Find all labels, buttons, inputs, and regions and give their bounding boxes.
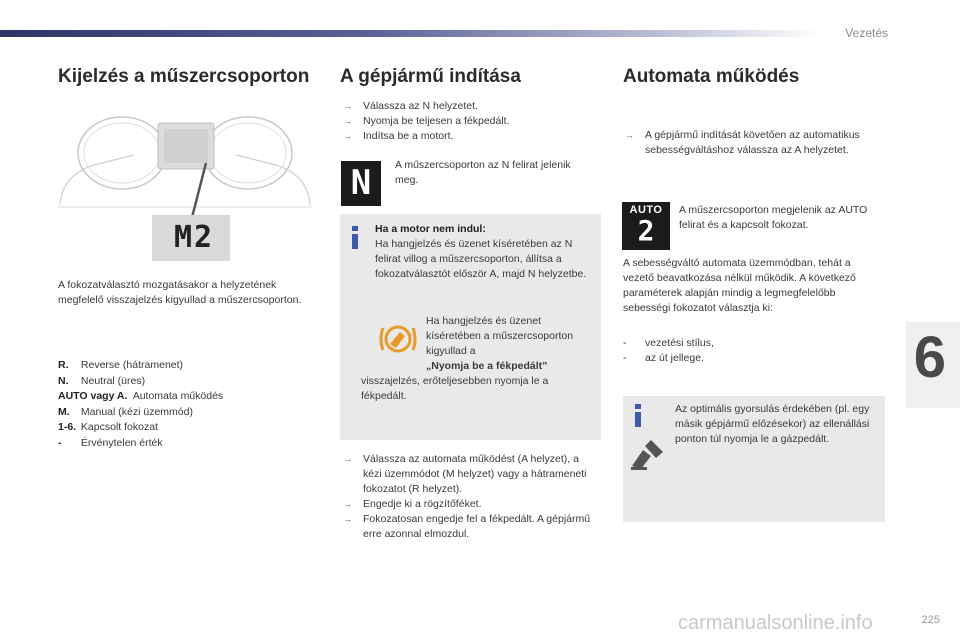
legend-row: 1-6. Kapcsolt fokozat [58, 421, 158, 433]
legend-row: N. Neutral (üres) [58, 374, 146, 387]
legend-row: M. Manual (kézi üzemmód) [58, 405, 193, 418]
brake-pedal-warning-icon [378, 322, 418, 356]
gear-legend [58, 358, 223, 451]
legend-row: AUTO vagy A. Automata működés [58, 390, 224, 402]
legend-row: R. Reverse (hátramenet) [58, 359, 184, 371]
header-bar [0, 30, 820, 37]
list-item: → Nyomja be teljesen a fékpedált. [341, 114, 591, 129]
list-item: → Indítsa be a motort. [341, 129, 591, 144]
running-head: Vezetés [845, 26, 888, 40]
list-item: → Fokozatosan engedje fel a fékpedált. A gépjármű erre azonnal elmozdul. [341, 512, 595, 542]
list-item: → Válassza az automata működést (A helyzet), a kézi üzemmódot (M helyzet) vagy a hátrameneti fokozatot (R helyzet). [341, 452, 595, 497]
note-text: Ha hangjelzés és üzenet kíséretében az N felirat villog a műszercsoporton, állítsa a fokozatválasztót először A, majd N helyzetbe. [375, 238, 587, 280]
param-list [623, 336, 714, 366]
note-heading: Ha a motor nem indul: [375, 223, 486, 235]
col1-paragraph: A fokozatválasztó mozgatásakor a helyzetének megfelelő visszajelzés kigyullad a műszercsoporton. [58, 279, 302, 306]
section-title-display: Kijelzés a műszercsoporton [58, 66, 310, 87]
note-box-tip [623, 396, 885, 522]
warning-text-2: visszajelzés, erőteljesebben nyomja le a fékpedált. [361, 375, 549, 402]
tip-text: Az optimális gyorsulás érdekében (pl. egy másik gépjármű előzésekor) az ellenállási ponton túl nyomja le a gázpedált. [675, 403, 870, 445]
list-item: → A gépjármű indítását követően az automatikus sebességváltáshoz válassza az A helyzetet. [623, 128, 878, 158]
n-display: N [341, 161, 381, 206]
auto-steps [623, 128, 878, 158]
section-title-auto: Automata működés [623, 66, 800, 87]
page-number: 225 [921, 614, 940, 626]
list-item: - vezetési stílus, [623, 337, 714, 349]
list-item: → Válassza az N helyzetet. [341, 99, 591, 114]
warning-quote: „Nyomja be a fékpedált” [426, 360, 548, 372]
warning-text-1: Ha hangjelzés és üzenet kíséretében a műszercsoporton kigyullad a [426, 315, 574, 357]
legend-row: - Érvénytelen érték [58, 436, 163, 449]
start-steps-2 [341, 452, 595, 542]
note-box-engine [340, 214, 601, 440]
watermark: carmanualsonline.info [678, 612, 873, 634]
accelerator-pedal-icon [629, 436, 665, 472]
gear-display-m2: M2 [173, 220, 215, 255]
n-caption: A műszercsoporton az N felirat jelenik meg. [395, 159, 571, 186]
list-item: - az út jellege. [623, 352, 704, 364]
chapter-number: 6 [913, 325, 946, 390]
auto-caption: A műszercsoporton megjelenik az AUTO felirat és a kapcsolt fokozat. [679, 204, 868, 231]
auto-display: AUTO 2 [622, 202, 670, 250]
list-item: → Engedje ki a rögzítőféket. [341, 497, 595, 512]
start-steps-1 [341, 99, 591, 144]
col3-paragraph: A sebességváltó automata üzemmódban, tehát a vezető beavatkozása nélkül működik. A következő paraméterek alapján mindig a legmegfelelőbb sebességi fokozatot választja ki: [623, 257, 856, 314]
section-title-start: A gépjármű indítása [340, 66, 521, 87]
